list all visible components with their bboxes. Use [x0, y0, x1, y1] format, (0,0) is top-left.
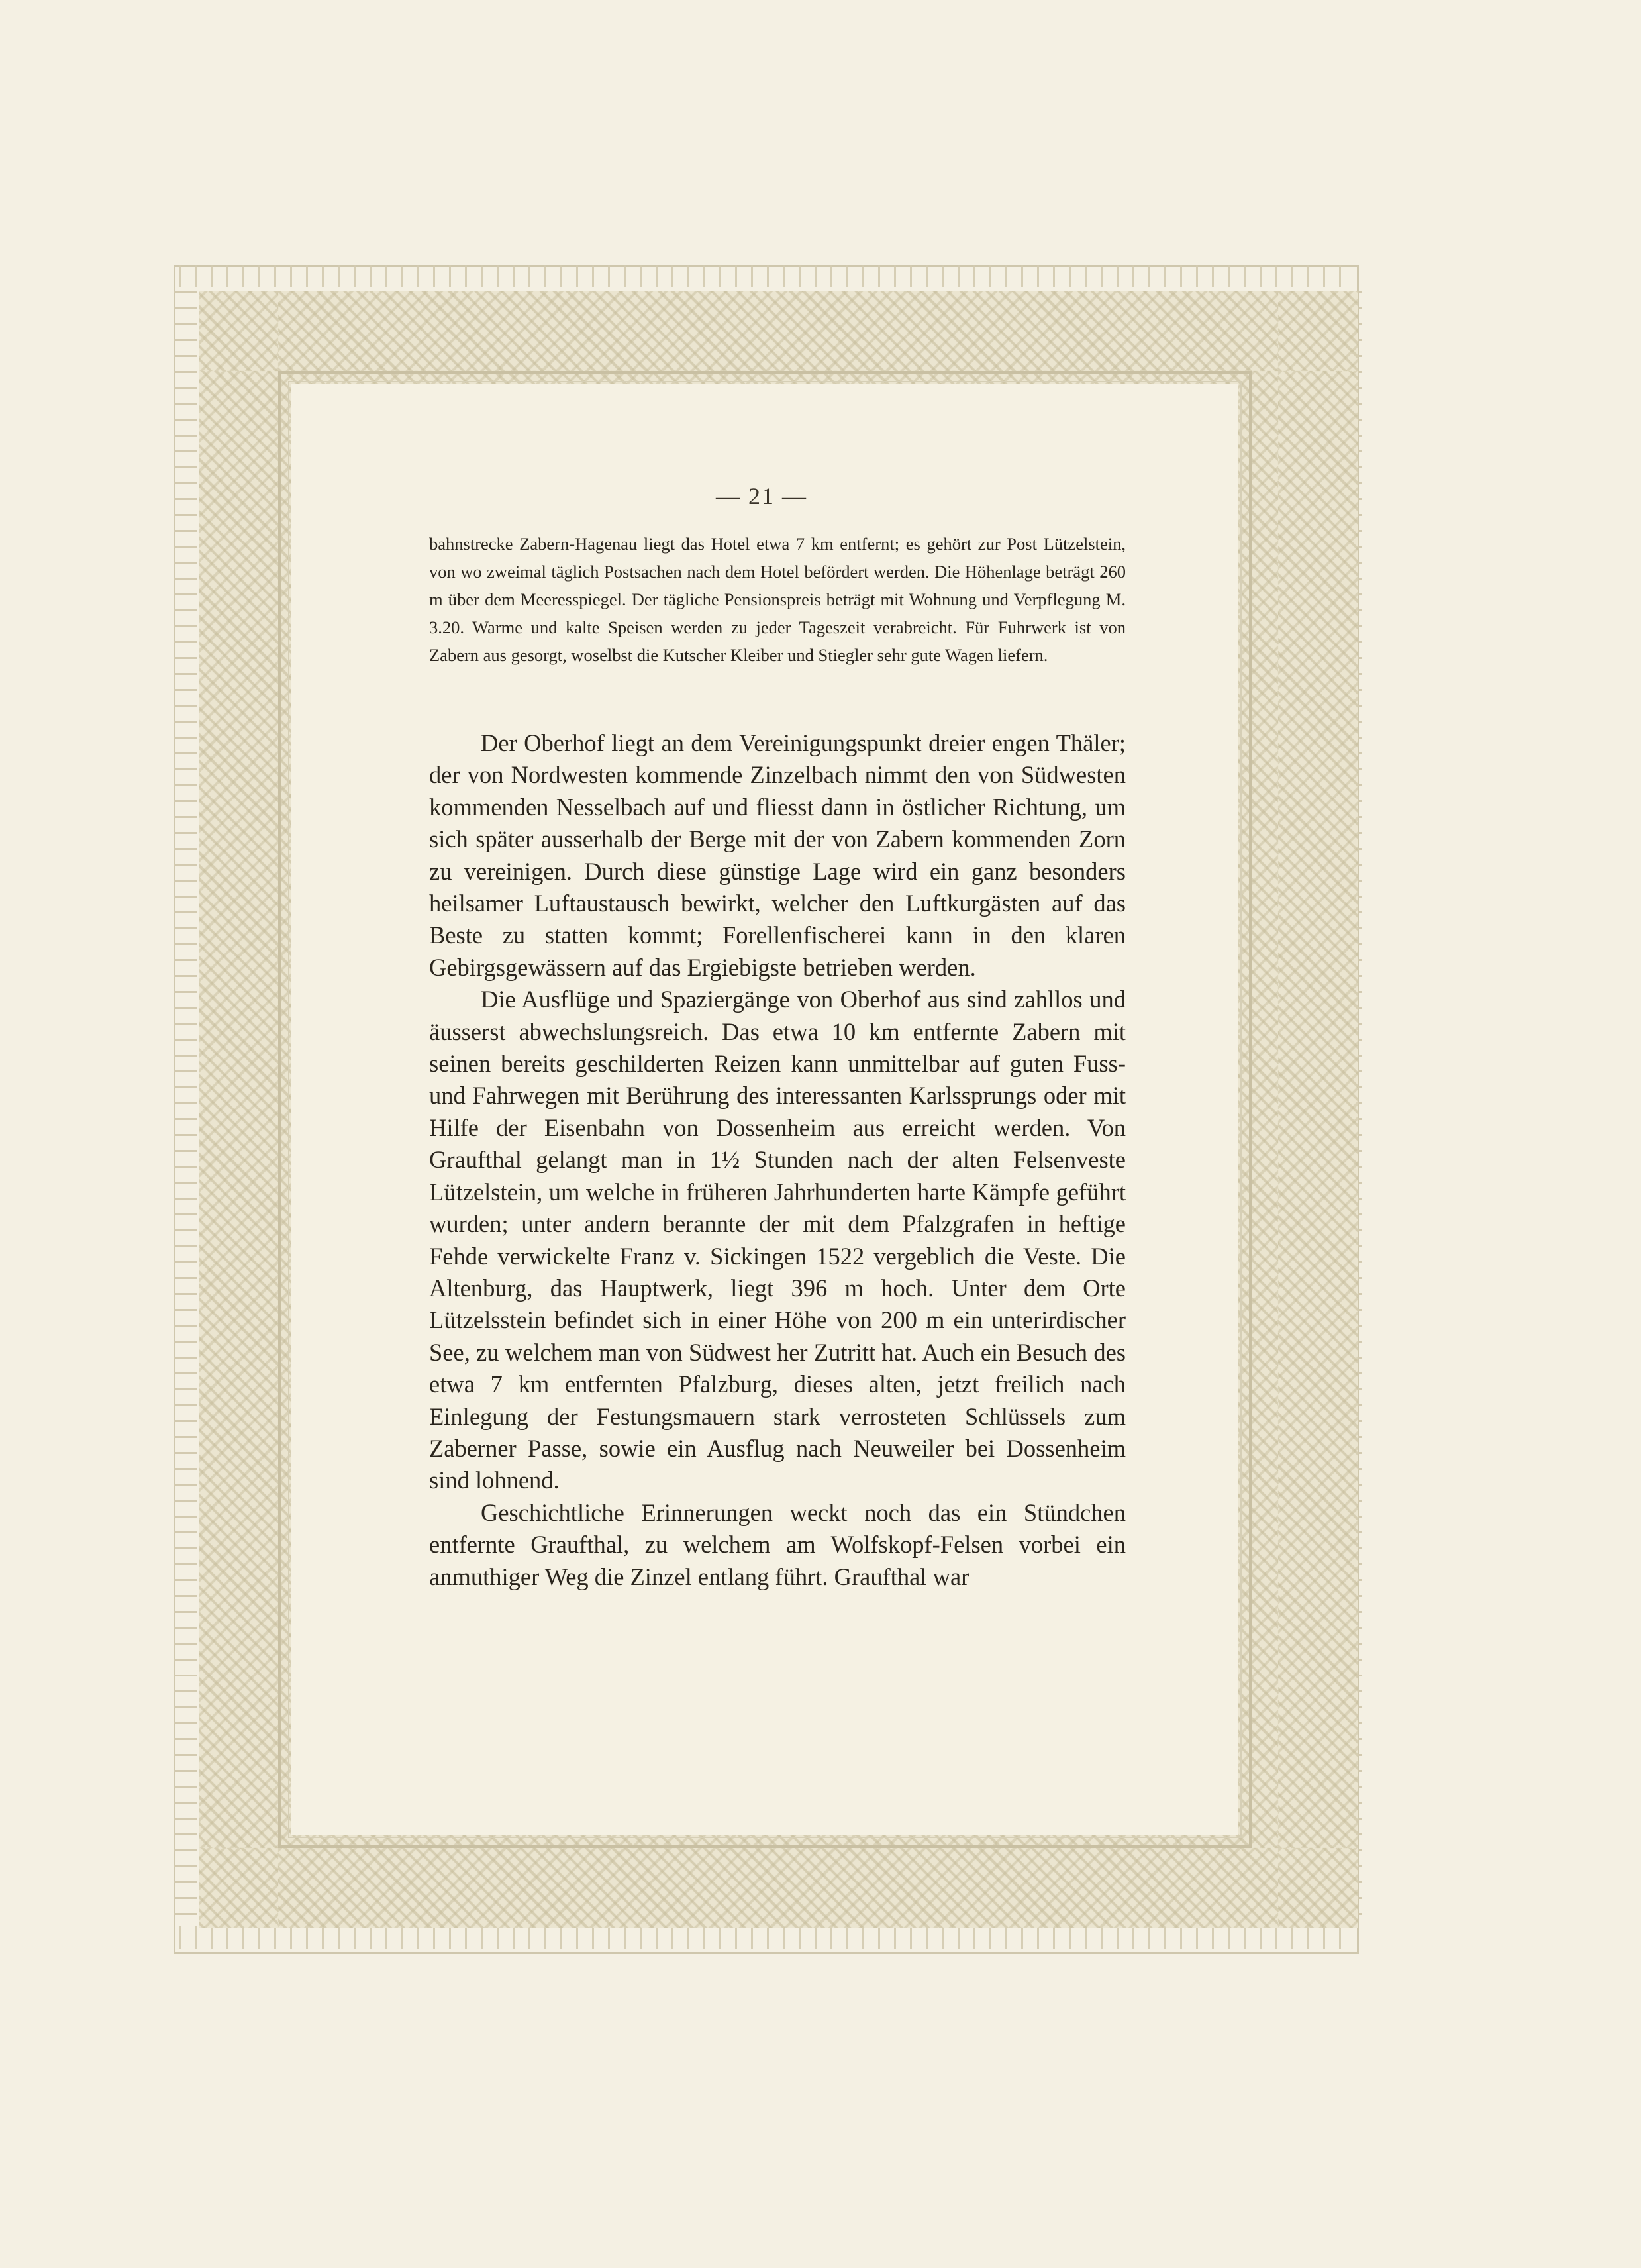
main-text: [429, 727, 1126, 1593]
ornamental-fringe-bottom: [179, 1926, 1351, 1949]
paragraph-oberhof: Der Oberhof liegt an dem Vereinigungspunkt dreier engen Thäler; der von Nordwesten kommende Zinzelbach nimmt den von Südwesten kommenden Nesselbach auf und fliesst dann in östlicher Richtung, um sich später ausserhalb der Berge mit der von Zabern kommenden Zorn zu vereinigen. Durch diese günstige Lage wird ein ganz besonders heilsamer Luftaustausch bewirkt, welcher den Luftkurgästen auf das Beste zu statten kommt; Forellenfischerei kann in den klaren Gebirgsgewässern auf das Ergiebigste betrieben werden.: [429, 729, 1126, 981]
note-paragraph: bahnstrecke Zabern-Hagenau liegt das Hotel etwa 7 km entfernt; es gehört zur Post Lützelstein, von wo zweimal täglich Postsachen nach dem Hotel befördert werden. Die Höhenlage beträgt 260 m über dem Meeresspiegel. Der tägliche Pensionspreis beträgt mit Wohnung und Verpflegung M. 3.20. Warme und kalte Speisen werden zu jeder Tageszeit verabreicht. Für Fuhrwerk ist von Zabern aus gesorgt, woselbst die Kutscher Kleiber und Stiegler sehr gute Wagen liefern.: [429, 534, 1126, 665]
ornamental-fringe-top: [179, 265, 1351, 287]
ornamental-fringe-left: [174, 291, 197, 1928]
paragraph-ausfluege: Die Ausflüge und Spaziergänge von Oberhof aus sind zahllos und äusserst abwechslungsreich. Das etwa 10 km entfernte Zabern mit seinen bereits geschilderten Reizen kann unmittelbar auf guten Fuss- und Fahrwegen mit Berührung des interessanten Karlssprungs oder mit Hilfe der Eisenbahn von Dossenheim aus erreicht werden. Von Graufthal gelangt man in 1½ Stunden nach der alten Felsenveste Lützelstein, um welche in früheren Jahrhunderten harte Kämpfe geführt wurden; unter andern berannte der mit dem Pfalzgrafen in heftige Fehde verwickelte Franz v. Sickingen 1522 vergeblich die Veste. Die Altenburg, das Hauptwerk, liegt 396 m hoch. Unter dem Orte Lützelsstein befindet sich in einer Höhe von 200 m ein unterirdischer See, zu welchem man von Südwest her Zutritt hat. Auch ein Besuch des etwa 7 km entfernten Pfalzburg, dieses alten, jetzt freilich nach Einlegung der Festungsmauern stark verrosteten Schlüssels zum Zaberner Passe, sowie ein Ausflug nach Neuweiler bei Dossenheim sind lohnend.: [429, 986, 1126, 1494]
page-number: — 21 —: [716, 483, 807, 509]
paragraph-graufthal: Geschichtliche Erinnerungen weckt noch das ein Stündchen entfernte Graufthal, zu welchem am Wolfskopf-Felsen vorbei ein anmuthiger Weg die Zinzel entlang führt. Graufthal war: [429, 1498, 1126, 1590]
